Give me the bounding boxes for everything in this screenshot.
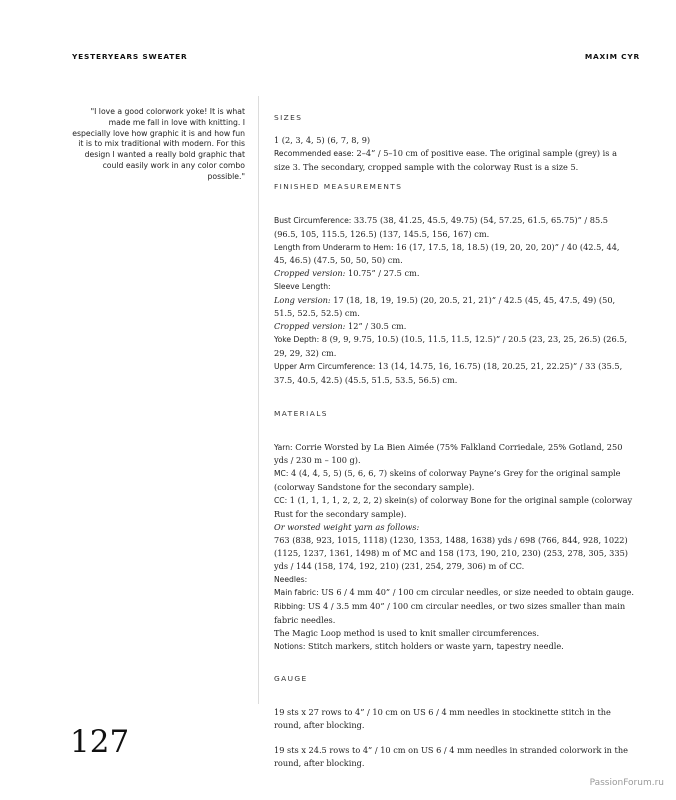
worsted-line: Or worsted weight yarn as follows: bbox=[274, 521, 420, 532]
mc-label: MC: bbox=[274, 469, 289, 479]
sleeve-label: Sleeve Length: bbox=[274, 282, 331, 292]
page-number: 127 bbox=[70, 724, 130, 760]
notions-text: Stitch markers, stitch holders or waste yarn, tapestry needle. bbox=[305, 641, 564, 652]
ribbing-label: Ribbing: bbox=[274, 602, 306, 612]
cropped-sleeve-paragraph bbox=[274, 320, 634, 333]
long-label: Long version: bbox=[274, 295, 331, 306]
pattern-details bbox=[274, 113, 634, 770]
bust-label: Bust Circumference: bbox=[274, 215, 352, 225]
ribbing-text: US 4 / 3.5 mm 40” / 100 cm circular needles, or two sizes smaller than main fabric needles. bbox=[274, 601, 626, 626]
yarn-label: Yarn: bbox=[274, 442, 293, 452]
long-text: 17 (18, 18, 19, 19.5) (20, 20.5, 21, 21)” / 42.5 (45, 45, 47.5, 49) (50, 51.5, 52.5, 52.5) cm. bbox=[274, 295, 616, 319]
notions-paragraph bbox=[274, 640, 634, 654]
cropped-label: Cropped version: bbox=[274, 268, 346, 279]
yarn-text: Corrie Worsted by La Bien Aimée (75% Falkland Corriedale, 25% Gotland, 250 yds / 230 m – 100 g). bbox=[274, 441, 623, 466]
length-paragraph bbox=[274, 241, 634, 268]
yardage-paragraph: 763 (838, 923, 1015, 1118) (1230, 1353, 1488, 1638) yds / 698 (766, 844, 928, 1022) (1125, 1237, 1361, 1498) m of MC and 158 (173, 190, 210, 230) (253, 278, 305, 335) yds / 144 (158, 174, 192, 210) (231, 254, 279, 306) m of CC. bbox=[274, 534, 628, 571]
column-divider bbox=[258, 96, 259, 704]
yoke-paragraph bbox=[274, 333, 634, 360]
length-text: 16 (17, 17.5, 18, 18.5) (19, 20, 20, 20)” / 40 (42.5, 44, 45, 46.5) (47.5, 50, 50, 50) cm. bbox=[274, 241, 620, 266]
cropped-sleeve-text: 12” / 30.5 cm. bbox=[345, 320, 407, 331]
main-fabric-text: US 6 / 4 mm 40” / 100 cm circular needles, or size needed to obtain gauge. bbox=[318, 587, 634, 598]
designer-name: MAXIM CYR bbox=[584, 52, 640, 61]
pattern-title: YESTERYEARS SWEATER bbox=[72, 52, 188, 61]
gauge-stockinette: 19 sts x 27 rows to 4” / 10 cm on US 6 / 4 mm needles in stockinette stitch in the round, after blocking. bbox=[274, 707, 611, 730]
cropped-text: 10.75” / 27.5 cm. bbox=[345, 268, 420, 279]
mc-text: 4 (4, 4, 5, 5) (5, 6, 6, 7) skeins of colorway Payne’s Grey for the original sample (colorway Sandstone for the secondary sample). bbox=[274, 468, 621, 493]
mc-paragraph bbox=[274, 467, 634, 494]
arm-label: Upper Arm Circumference: bbox=[274, 361, 376, 371]
cc-paragraph bbox=[274, 494, 634, 521]
cropped-paragraph bbox=[274, 267, 634, 280]
ribbing-paragraph bbox=[274, 600, 634, 627]
gauge-colorwork: 19 sts x 24.5 rows to 4” / 10 cm on US 6 / 4 mm needles in stranded colorwork in the round, after blocking. bbox=[274, 744, 628, 768]
sizes-list: 1 (2, 3, 4, 5) (6, 7, 8, 9) bbox=[274, 135, 371, 145]
cc-label: CC: bbox=[274, 496, 288, 506]
bust-text: 33.75 (38, 41.25, 45.5, 49.75) (54, 57.25, 61.5, 65.75)” / 85.5 (96.5, 105, 115.5, 126.5) (137, 145.5, 156, 167) cm. bbox=[274, 214, 609, 239]
needles-paragraph bbox=[274, 573, 634, 587]
finished-heading: FINISHED MEASUREMENTS bbox=[274, 181, 403, 191]
notions-label: Notions: bbox=[274, 642, 306, 652]
yoke-label: Yoke Depth: bbox=[274, 334, 320, 344]
main-fabric-label: Main fabric: bbox=[274, 588, 319, 598]
arm-text: 13 (14, 14.75, 16, 16.75) (18, 20.25, 21, 22.25)” / 33 (35.5, 37.5, 40.5, 42.5) (45.5, 51.5, 53.5, 56.5) cm. bbox=[274, 360, 623, 385]
needles-label: Needles: bbox=[274, 574, 308, 584]
cropped-sleeve-label: Cropped version: bbox=[274, 320, 346, 331]
yarn-paragraph bbox=[274, 441, 634, 468]
designer-quote: "I love a good colorwork yoke! It is what made me fall in love with knitting. I especially love how graphic it is and how fun it is to mix traditional with modern. For this design I wanted a really bold graphic that could easily work in any color combo possible." bbox=[72, 107, 245, 181]
magic-loop-paragraph: The Magic Loop method is used to knit smaller circumferences. bbox=[274, 628, 540, 639]
main-fabric-paragraph bbox=[274, 586, 634, 600]
ease-paragraph bbox=[274, 147, 634, 174]
bust-paragraph bbox=[274, 214, 634, 241]
watermark: PassionForum.ru bbox=[589, 778, 664, 788]
length-label: Length from Underarm to Hem: bbox=[274, 242, 394, 252]
arm-paragraph bbox=[274, 360, 634, 387]
sleeve-paragraph bbox=[274, 280, 634, 294]
materials-heading: MATERIALS bbox=[274, 408, 328, 418]
sizes-heading: SIZES bbox=[274, 113, 303, 122]
gauge-heading: GAUGE bbox=[274, 674, 308, 683]
yoke-text: 8 (9, 9, 9.75, 10.5) (10.5, 11.5, 11.5, 12.5)” / 20.5 (23, 23, 25, 26.5) (26.5, 29, 29, 32) cm. bbox=[274, 333, 628, 358]
ease-label: Recommended ease: bbox=[274, 148, 354, 158]
ease-text: 2–4” / 5–10 cm of positive ease. The original sample (grey) is a size 3. The secondary, cropped sample with the colorway Rust is a size 5. bbox=[274, 147, 617, 172]
long-paragraph bbox=[274, 294, 634, 320]
cc-text: 1 (1, 1, 1, 1, 2, 2, 2, 2) skein(s) of colorway Bone for the original sample (colorway Rust for the secondary sample). bbox=[274, 495, 633, 520]
